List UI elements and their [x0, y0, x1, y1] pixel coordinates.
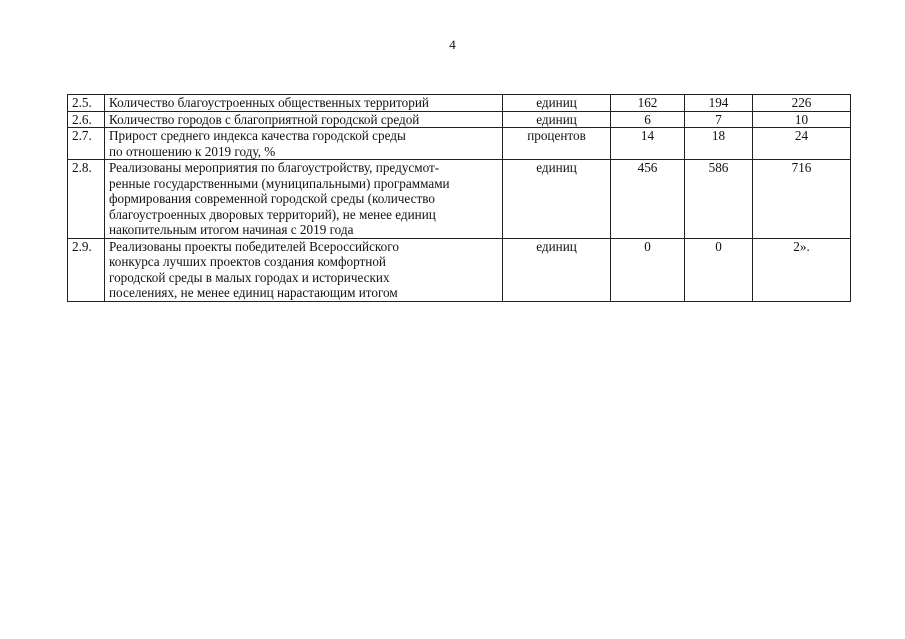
indicator-name-line: городской среды в малых городах и исторических — [109, 269, 390, 285]
indicator-name-line: ренные государственными (муниципальными) программами — [109, 175, 450, 191]
value-cell: 14 — [611, 128, 685, 160]
indicator-name — [105, 238, 503, 301]
indicator-name-line: Реализованы проекты победителей Всероссийского — [109, 238, 399, 254]
value-cell: 226 — [753, 95, 851, 112]
value-cell: 7 — [685, 111, 753, 128]
unit-cell: процентов — [503, 128, 611, 160]
row-number: 2.9. — [68, 238, 105, 301]
unit-cell: единиц — [503, 111, 611, 128]
table-row — [68, 111, 851, 128]
row-number: 2.5. — [68, 95, 105, 112]
indicator-name-line: Прирост среднего индекса качества городской среды — [109, 128, 406, 143]
value-cell: 10 — [753, 111, 851, 128]
value-cell: 456 — [611, 160, 685, 239]
indicator-name-line: поселениях, не менее единиц нарастающим итогом — [109, 285, 398, 300]
table-row — [68, 238, 851, 301]
value-cell: 716 — [753, 160, 851, 239]
unit-cell: единиц — [503, 160, 611, 239]
indicator-name-line: формирования современной городской среды (количество — [109, 191, 435, 206]
indicator-name — [105, 160, 503, 239]
value-cell: 162 — [611, 95, 685, 112]
value-cell: 2». — [753, 238, 851, 301]
indicator-name — [105, 111, 503, 128]
table-row — [68, 160, 851, 239]
unit-cell: единиц — [503, 238, 611, 301]
value-cell: 0 — [611, 238, 685, 301]
indicator-name-line: накопительным итогом начиная с 2019 года — [109, 222, 354, 237]
indicator-name — [105, 95, 503, 112]
indicator-name-line: конкурса лучших проектов создания комфортной — [109, 254, 386, 269]
value-cell: 194 — [685, 95, 753, 112]
value-cell: 0 — [685, 238, 753, 301]
indicator-name-line: Реализованы мероприятия по благоустройству, предусмот- — [109, 160, 440, 175]
value-cell: 6 — [611, 111, 685, 128]
row-number: 2.6. — [68, 111, 105, 128]
indicator-name-line: Количество городов с благоприятной городской средой — [109, 111, 420, 127]
row-number: 2.7. — [68, 128, 105, 160]
row-number: 2.8. — [68, 160, 105, 239]
indicator-name — [105, 128, 503, 160]
value-cell: 18 — [685, 128, 753, 160]
page-number: 4 — [449, 37, 456, 52]
indicators-table — [67, 94, 851, 302]
unit-cell: единиц — [503, 95, 611, 112]
indicator-name-line: Количество благоустроенных общественных территорий — [109, 95, 429, 110]
value-cell: 586 — [685, 160, 753, 239]
table-row — [68, 128, 851, 160]
table-row — [68, 95, 851, 112]
value-cell: 24 — [753, 128, 851, 160]
indicator-name-line: по отношению к 2019 году, % — [109, 143, 276, 159]
indicator-name-line: благоустроенных дворовых территорий), не менее единиц — [109, 206, 436, 222]
